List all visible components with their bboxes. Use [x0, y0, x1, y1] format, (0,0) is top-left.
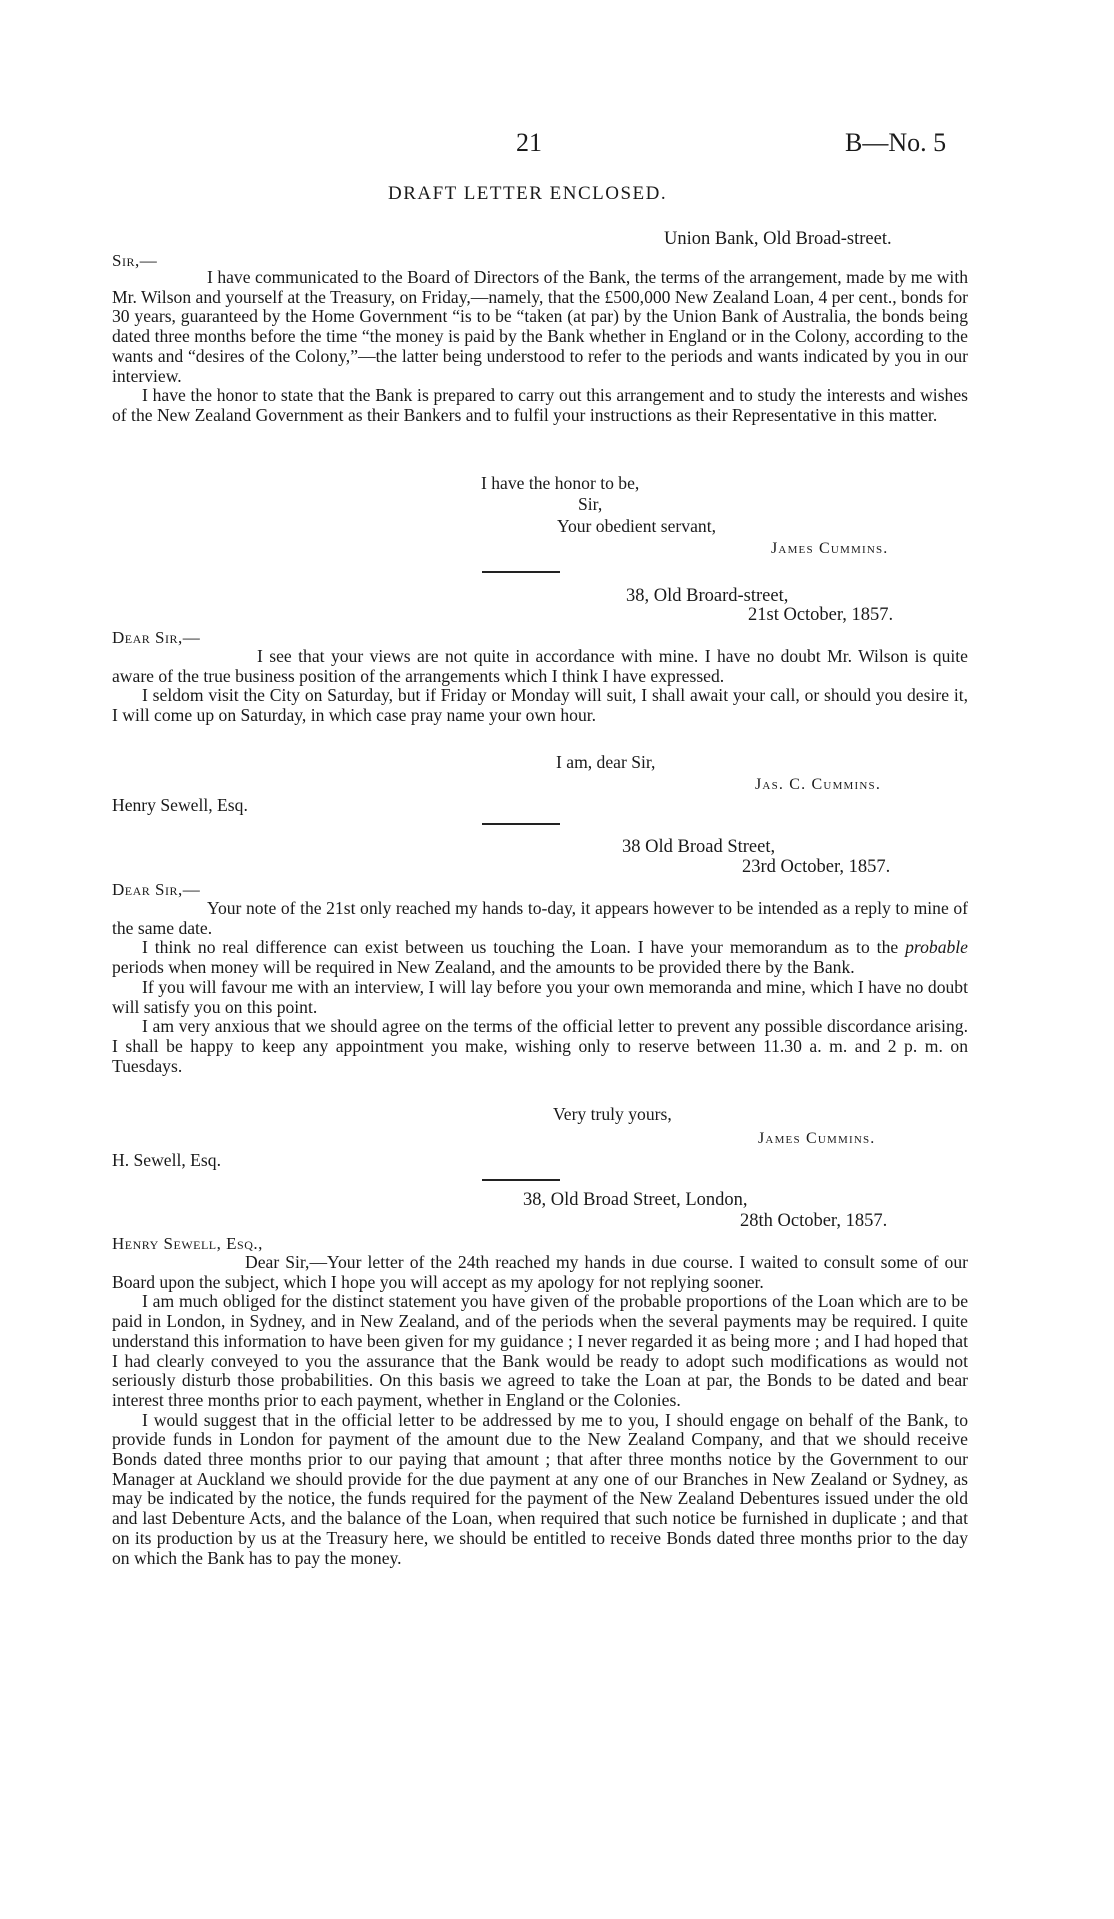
letter2-paragraph-1: I see that your views are not quite in accordance with mine. I have no doubt Mr. Wilson is quite aware of the true business position of the arrangements which I think I have expressed. — [112, 646, 968, 686]
letter1-closing-2: Sir, — [578, 494, 603, 514]
divider-rule-1 — [482, 571, 560, 573]
letter3-body — [112, 899, 968, 1076]
letter2-addressee: Henry Sewell, Esq. — [112, 795, 248, 815]
letter4-paragraph-3: I would suggest that in the official letter to be addressed by me to you, I should engage on behalf of the Bank, to provide funds in London for payment of the amount due to the New Zealand Company, and that we should receive Bonds dated three months prior to our paying that amount ; that after three months notice by the Government to our Manager at Auckland we should provide for the due payment at any one of our Branches in New Zealand or Sydney, as may be indicated by the notice, the funds required for the payment of the New Zealand Debentures issued under the old and last Debenture Acts, and the balance of the Loan, when required that such notice be furnished in duplicate ; and that on its production by us at the Treasury here, we should be entitled to receive Bonds dated three months prior to the day on which the Bank has to pay the money. — [112, 1409, 968, 1568]
letter3-paragraph-2-start: I think no real difference can exist between us touching the Loan. I have your memorandum as to the — [142, 937, 906, 958]
letter4-paragraph-1: Dear Sir,—Your letter of the 24th reached my hands in due course. I waited to consult some of our Board upon the subject, which I hope you will accept as my apology for not replying sooner. — [112, 1252, 968, 1292]
letter2-salutation: Dear Sir,— — [112, 628, 201, 647]
divider-rule-3 — [482, 1179, 560, 1181]
letter1-closing-3: Your obedient servant, — [557, 516, 716, 536]
letter3-salutation: Dear Sir,— — [112, 880, 201, 899]
page-number: 21 — [516, 128, 542, 157]
series-number: B—No. 5 — [845, 128, 947, 157]
letter3-date: 23rd October, 1857. — [742, 857, 891, 877]
letter1-paragraph-1: I have communicated to the Board of Directors of the Bank, the terms of the arrangement, made by me with Mr. Wilson and yourself at the Treasury, on Friday,—namely, that the £500,000 New Zealand Loan, 4 per cent., bonds for 30 years, guaranteed by the Home Government “is to be “taken (at par) by the Union Bank of Australia, the bonds being dated three months before the time “the money is paid by the Bank whether in England or in the Colony, according to the wants and “desires of the Colony,”—the latter being understood to refer to the periods and wants indicated by you in our interview. — [112, 267, 968, 386]
letter4-addressee: Henry Sewell, Esq., — [112, 1234, 263, 1253]
letter2-address-line-1: 38, Old Broard-street, — [626, 586, 789, 606]
letter1-closing-1: I have the honor to be, — [481, 473, 640, 493]
letter2-closing: I am, dear Sir, — [556, 752, 656, 772]
letter3-signature: James Cummins. — [758, 1130, 876, 1147]
letter4-body — [112, 1253, 968, 1568]
letter2-signature: Jas. C. Cummins. — [755, 776, 882, 793]
letter3-closing: Very truly yours, — [553, 1104, 672, 1124]
letter4-address-line-1: 38, Old Broad Street, London, — [523, 1190, 748, 1210]
page-heading: DRAFT LETTER ENCLOSED. — [388, 183, 668, 204]
letter3-paragraph-1: Your note of the 21st only reached my hands to-day, it appears however to be intended as a reply to mine of the same date. — [112, 898, 968, 938]
letter2-body — [112, 647, 968, 726]
letter1-address: Union Bank, Old Broad-street. — [664, 229, 892, 249]
letter1-salutation: Sir,— — [112, 251, 158, 270]
letter3-paragraph-4: I am very anxious that we should agree on the terms of the official letter to prevent any possible discordance arising. I shall be happy to keep any appointment you make, wishing only to reserve between 11.30 a. m. and 2 p. m. on Tuesdays. — [112, 1016, 968, 1076]
letter1-signature: James Cummins. — [771, 540, 889, 557]
letter4-date: 28th October, 1857. — [740, 1211, 888, 1231]
letter1-body — [112, 268, 968, 426]
letter3-paragraph-2 — [112, 938, 968, 977]
letter3-paragraph-2-end: periods when money will be required in New Zealand, and the amounts to be provided there by the Bank. — [112, 957, 855, 978]
divider-rule-2 — [482, 823, 560, 825]
letter3-emphasis-probable: probable — [905, 937, 968, 958]
letter3-addressee: H. Sewell, Esq. — [112, 1150, 221, 1170]
letter3-paragraph-3: If you will favour me with an interview, I will lay before you your own memoranda and mine, which I have no doubt will satisfy you on this point. — [112, 976, 968, 1017]
letter4-paragraph-2: I am much obliged for the distinct statement you have given of the probable proportions of the Loan which are to be paid in London, in Sydney, and in New Zealand, and of the periods when the several payments may be required. I quite understand this information to have been given for my guidance ; I never regarded it as being more ; and I had hoped that I had clearly conveyed to you the assurance that the Bank would be ready to adopt such modifications as would not seriously disturb those probabilities. On this basis we agreed to take the Loan at par, the Bonds to be dated and bear interest three months prior to each payment, whether in England or the Colonies. — [112, 1291, 968, 1410]
letter3-address-line-1: 38 Old Broad Street, — [622, 837, 776, 857]
letter1-paragraph-2: I have the honor to state that the Bank is prepared to carry out this arrangement and to study the interests and wishes of the New Zealand Government as their Bankers and to fulfil your instructions as their Representative in this matter. — [112, 385, 968, 425]
letter2-paragraph-2: I seldom visit the City on Saturday, but if Friday or Monday will suit, I shall await your call, or should you desire it, I will come up on Saturday, in which case pray name your own hour. — [112, 685, 968, 726]
letter2-date: 21st October, 1857. — [748, 605, 894, 625]
